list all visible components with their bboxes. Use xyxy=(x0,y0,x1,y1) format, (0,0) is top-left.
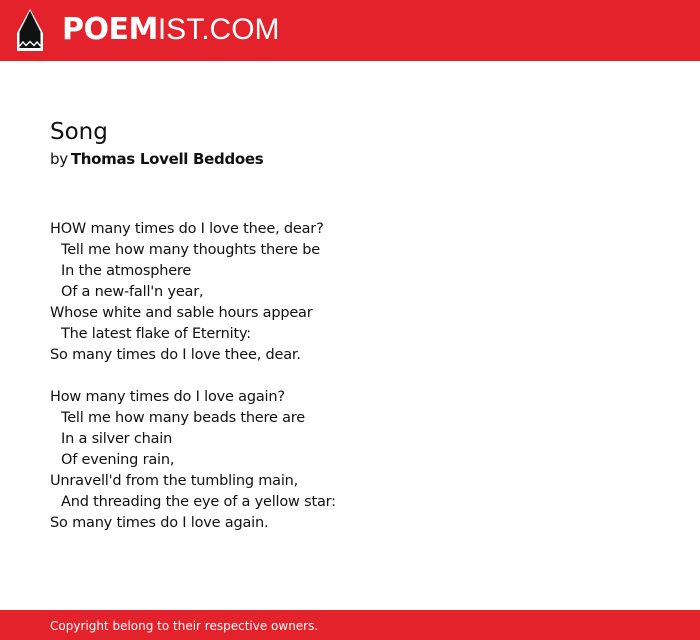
poem-line: HOW many times do I love thee, dear? xyxy=(50,221,324,237)
site-logo-text xyxy=(62,9,280,51)
poem-line: Tell me how many thoughts there be xyxy=(61,242,321,258)
poem-line: Tell me how many beads there are xyxy=(61,410,305,426)
logo-bold-text: POEM xyxy=(62,12,158,47)
poem-line: Unravell'd from the tumbling main, xyxy=(50,473,299,489)
stanza xyxy=(50,219,336,366)
poem-line: Whose white and sable hours appear xyxy=(50,305,313,321)
logo-light-text: IST.COM xyxy=(157,13,280,46)
poem-header xyxy=(50,116,650,169)
site-logo-link[interactable] xyxy=(17,9,280,51)
poem-line: The latest flake of Eternity: xyxy=(61,326,251,342)
poem-line: And threading the eye of a yellow star: xyxy=(61,494,336,510)
author-name[interactable]: Thomas Lovell Beddoes xyxy=(70,150,264,168)
poem-byline xyxy=(50,149,650,169)
stanza xyxy=(50,387,336,534)
poem-line: Of a new-fall'n year, xyxy=(61,284,204,300)
copyright-text: Copyright belong to their respective owners. xyxy=(50,619,319,633)
poem-line: Of evening rain, xyxy=(61,452,175,468)
poem-line: In the atmosphere xyxy=(61,263,192,279)
poem-line: So many times do I love again. xyxy=(50,515,269,531)
poem-body xyxy=(50,219,336,555)
poem-line: So many times do I love thee, dear. xyxy=(50,347,301,363)
by-label: by xyxy=(50,150,68,168)
poem-line: How many times do I love again? xyxy=(50,389,285,405)
poem-line: In a silver chain xyxy=(61,431,173,447)
site-footer xyxy=(0,610,700,640)
poem-title: Song xyxy=(50,119,108,145)
site-header xyxy=(0,0,700,61)
pencil-icon xyxy=(17,9,43,51)
